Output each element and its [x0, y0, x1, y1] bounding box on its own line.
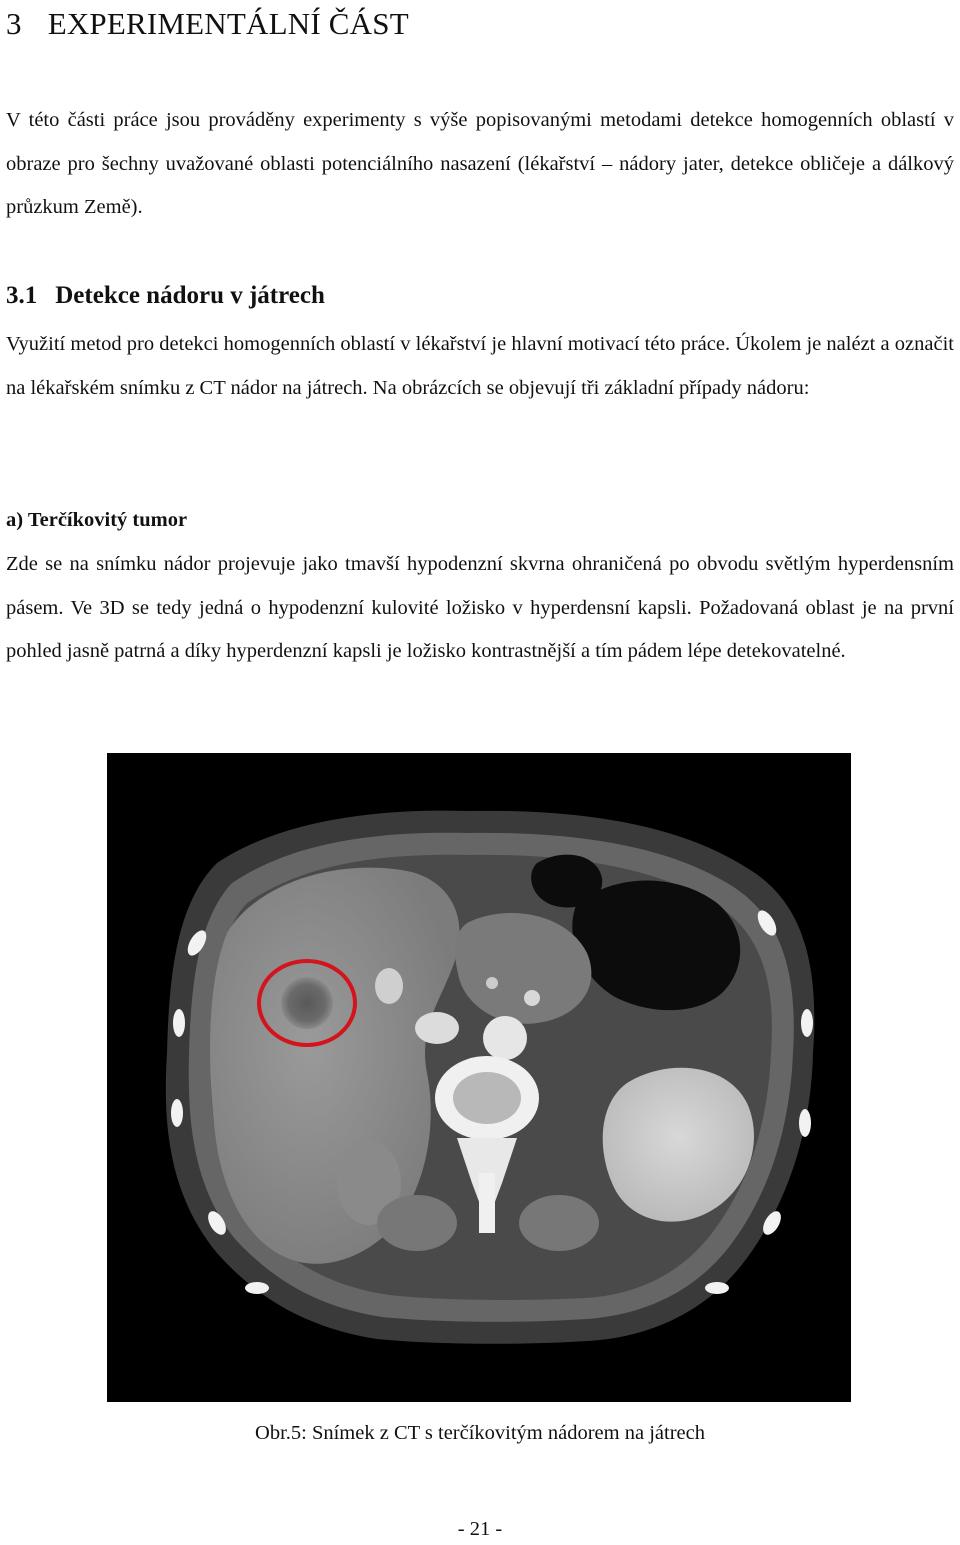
ct-scan-image: [107, 753, 851, 1402]
section-number: 3.1: [6, 282, 38, 309]
intro-paragraph: V této části práce jsou prováděny experimenty s výše popisovanými metodami detekce homogenních oblastí v obraze pro šechny uvažované oblasti potenciálního nasazení (lékařství – nádory jater, detekce obličeje a dálkový průzkum Země).: [6, 109, 954, 218]
ct-scan-figure: [107, 753, 851, 1402]
section-heading: [6, 276, 325, 316]
page-number: - 21 -: [457, 1518, 503, 1540]
figure-caption: Obr.5: Snímek z CT s terčíkovitým nádorem na játrech: [255, 1422, 705, 1444]
chapter-title: EXPERIMENTÁLNÍ ČÁST: [47, 6, 409, 41]
case-a-heading: a) Terčíkovitý tumor: [6, 509, 188, 531]
chapter-number: 3: [6, 6, 22, 41]
case-a-paragraph: Zde se na snímku nádor projevuje jako tmavší hypodenzní skvrna ohraničená po obvodu světlým hyperdensním pásem. Ve 3D se tedy jedná o hypodenzní kulovité ložisko v hyperdensní kapsli. Požadovaná oblast je na první pohled jasně patrná a díky hyperdenzní kapsli je ložisko kontrastnější a tím pádem lépe detekovatelné.: [6, 553, 954, 662]
section-paragraph: Využití metod pro detekci homogenních oblastí v lékařství je hlavní motivací této práce. Úkolem je nalézt a označit na lékařském snímku z CT nádor na játrech. Na obrázcích se objevují tři základní případy nádoru:: [6, 333, 954, 399]
chapter-heading: [6, 2, 409, 46]
section-title: Detekce nádoru v játrech: [55, 282, 325, 309]
